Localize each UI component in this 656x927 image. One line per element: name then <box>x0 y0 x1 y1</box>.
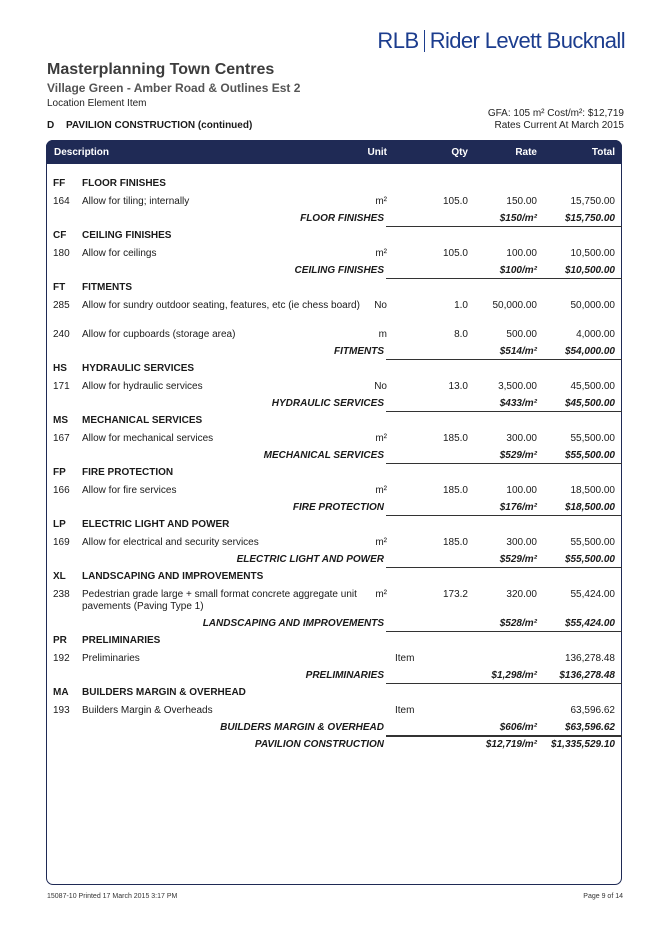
item-description: Allow for tiling; internally <box>82 196 190 207</box>
item-total: 55,424.00 <box>570 589 615 600</box>
group-code: FP <box>53 467 66 478</box>
item-description: Allow for fire services <box>82 485 177 496</box>
subtotal-rule <box>386 359 622 360</box>
group-code: PR <box>53 635 67 646</box>
subtotal-rule <box>386 683 622 684</box>
group-code: FF <box>53 178 66 189</box>
subtotal-label: FITMENTS <box>334 346 384 357</box>
subtotal-total: $63,596.62 <box>564 722 615 733</box>
item-unit: m² <box>375 485 387 496</box>
item-qty: 185.0 <box>442 485 468 496</box>
item-rate: 150.00 <box>506 196 537 207</box>
item-unit: m² <box>375 589 387 600</box>
section-code: D <box>47 120 55 131</box>
item-code: 240 <box>53 329 70 340</box>
item-unit: m² <box>375 248 387 259</box>
location-breadcrumb: Location Element Item <box>47 98 147 109</box>
subtotal-label: MECHANICAL SERVICES <box>263 450 384 461</box>
item-code: 166 <box>53 485 70 496</box>
report-subtitle: Village Green - Amber Road & Outlines Est 2 <box>47 81 301 95</box>
subtotal-label: PAVILION CONSTRUCTION <box>254 739 384 750</box>
subtotal-rule <box>386 226 622 227</box>
item-total: 15,750.00 <box>570 196 615 207</box>
item-rate: 300.00 <box>506 537 537 548</box>
logo-name: Rider Levett Bucknall <box>429 28 625 53</box>
col-description: Description <box>54 147 110 158</box>
item-description: Allow for sundry outdoor seating, features, etc (ie chess board) <box>82 300 360 311</box>
item-description: Allow for hydraulic services <box>82 381 203 392</box>
col-total: Total <box>591 147 615 158</box>
subtotal-rule <box>386 411 622 412</box>
item-code: 193 <box>53 705 70 716</box>
section-title: PAVILION CONSTRUCTION (continued) <box>66 120 253 131</box>
item-qty: 105.0 <box>442 248 468 259</box>
subtotal-rule <box>386 736 622 737</box>
group-label: LANDSCAPING AND IMPROVEMENTS <box>82 571 264 582</box>
rates-current: Rates Current At March 2015 <box>494 120 624 131</box>
item-description: Allow for mechanical services <box>82 433 214 444</box>
item-description: Allow for cupboards (storage area) <box>82 329 236 340</box>
subtotal-total: $55,424.00 <box>564 618 615 629</box>
group-label: CEILING FINISHES <box>82 230 172 241</box>
subtotal-label: FIRE PROTECTION <box>292 502 384 513</box>
subtotal-label: BUILDERS MARGIN & OVERHEAD <box>220 722 384 733</box>
subtotal-rate: $1,298/m² <box>491 670 537 681</box>
item-unit: m² <box>375 433 387 444</box>
item-total: 4,000.00 <box>576 329 615 340</box>
item-unit: No <box>374 300 387 311</box>
subtotal-total: $1,335,529.10 <box>551 739 615 750</box>
item-description: Builders Margin & Overheads <box>82 705 213 716</box>
subtotal-total: $54,000.00 <box>564 346 615 357</box>
subtotal-label: CEILING FINISHES <box>294 265 384 276</box>
group-label: FITMENTS <box>82 282 132 293</box>
section-heading <box>47 120 252 131</box>
subtotal-label: HYDRAULIC SERVICES <box>271 398 384 409</box>
item-description: Allow for electrical and security services <box>82 537 259 548</box>
item-rate: 320.00 <box>506 589 537 600</box>
group-label: ELECTRIC LIGHT AND POWER <box>82 519 230 530</box>
item-qty: 105.0 <box>442 196 468 207</box>
group-code: FT <box>53 282 66 293</box>
gfa-cost: GFA: 105 m² Cost/m²: $12,719 <box>487 108 624 119</box>
subtotal-label: ELECTRIC LIGHT AND POWER <box>236 554 384 565</box>
group-label: PRELIMINARIES <box>82 635 161 646</box>
item-qty: 8.0 <box>454 329 468 340</box>
report-title: Masterplanning Town Centres <box>47 61 275 78</box>
subtotal-total: $55,500.00 <box>564 554 615 565</box>
subtotal-total: $136,278.48 <box>559 670 615 681</box>
item-description: Allow for ceilings <box>82 248 157 259</box>
subtotal-rate: $433/m² <box>499 398 537 409</box>
subtotal-rule <box>386 567 622 568</box>
item-total: 45,500.00 <box>570 381 615 392</box>
subtotal-total: $55,500.00 <box>564 450 615 461</box>
group-code: XL <box>53 571 66 582</box>
item-code: 238 <box>53 589 70 600</box>
item-code: 171 <box>53 381 70 392</box>
item-code: 169 <box>53 537 70 548</box>
group-label: HYDRAULIC SERVICES <box>82 363 195 374</box>
subtotal-rule <box>386 515 622 516</box>
subtotal-total: $18,500.00 <box>564 502 615 513</box>
subtotal-rule <box>386 278 622 279</box>
item-total: 136,278.48 <box>564 653 615 664</box>
item-rate: 3,500.00 <box>498 381 537 392</box>
subtotal-total: $45,500.00 <box>564 398 615 409</box>
item-qty: 13.0 <box>448 381 468 392</box>
group-label: FLOOR FINISHES <box>82 178 166 189</box>
item-total: 50,000.00 <box>570 300 615 311</box>
item-qty: 185.0 <box>442 537 468 548</box>
item-total: 55,500.00 <box>570 433 615 444</box>
logo-short: RLB <box>377 28 419 53</box>
item-rate: 500.00 <box>506 329 537 340</box>
subtotal-rate: $176/m² <box>499 502 537 513</box>
item-code: 164 <box>53 196 70 207</box>
item-qty: 173.2 <box>442 589 468 600</box>
subtotal-rate: $514/m² <box>499 346 537 357</box>
footer-print-info: 15087-10 Printed 17 March 2015 3:17 PM <box>47 893 178 900</box>
subtotal-rate: $528/m² <box>499 618 537 629</box>
item-unit: m <box>378 329 387 340</box>
group-code: MA <box>53 687 69 698</box>
group-code: MS <box>53 415 68 426</box>
item-rate: 300.00 <box>506 433 537 444</box>
subtotal-rule <box>386 463 622 464</box>
subtotal-rule <box>386 631 622 632</box>
item-total: 63,596.62 <box>570 705 615 716</box>
item-description: Pedestrian grade large + small format concrete aggregate unit pavements (Paving Type 1) <box>82 589 357 612</box>
group-code: HS <box>53 363 67 374</box>
item-qty: 1.0 <box>454 300 468 311</box>
logo-divider <box>424 30 425 52</box>
subtotal-total: $15,750.00 <box>564 213 615 224</box>
item-total: 55,500.00 <box>570 537 615 548</box>
subtotal-rate: $529/m² <box>499 450 537 461</box>
group-label: BUILDERS MARGIN & OVERHEAD <box>82 687 246 698</box>
table-header <box>46 140 622 164</box>
item-unit: Item <box>395 653 415 664</box>
item-qty: 185.0 <box>442 433 468 444</box>
item-total: 18,500.00 <box>570 485 615 496</box>
item-unit: m² <box>375 196 387 207</box>
subtotal-rate: $529/m² <box>499 554 537 565</box>
footer-page-number: Page 9 of 14 <box>583 893 623 900</box>
group-code: CF <box>53 230 67 241</box>
col-unit: Unit <box>367 147 387 158</box>
subtotal-rate: $150/m² <box>499 213 537 224</box>
item-code: 180 <box>53 248 70 259</box>
subtotal-rate: $12,719/m² <box>485 739 537 750</box>
col-rate: Rate <box>515 147 537 158</box>
item-code: 192 <box>53 653 70 664</box>
subtotal-rate: $606/m² <box>499 722 537 733</box>
rlb-logo <box>377 28 625 54</box>
subtotal-rate: $100/m² <box>499 265 537 276</box>
item-code: 285 <box>53 300 70 311</box>
col-qty: Qty <box>451 147 468 158</box>
item-unit: No <box>374 381 387 392</box>
item-total: 10,500.00 <box>570 248 615 259</box>
item-rate: 100.00 <box>506 248 537 259</box>
item-unit: Item <box>395 705 415 716</box>
item-description: Preliminaries <box>82 653 140 664</box>
item-rate: 100.00 <box>506 485 537 496</box>
subtotal-label: LANDSCAPING AND IMPROVEMENTS <box>202 618 384 629</box>
subtotal-total: $10,500.00 <box>564 265 615 276</box>
item-unit: m² <box>375 537 387 548</box>
group-code: LP <box>53 519 66 530</box>
subtotal-label: PRELIMINARIES <box>305 670 384 681</box>
group-label: FIRE PROTECTION <box>82 467 174 478</box>
subtotal-label: FLOOR FINISHES <box>300 213 384 224</box>
item-rate: 50,000.00 <box>492 300 537 311</box>
group-label: MECHANICAL SERVICES <box>82 415 203 426</box>
item-code: 167 <box>53 433 70 444</box>
